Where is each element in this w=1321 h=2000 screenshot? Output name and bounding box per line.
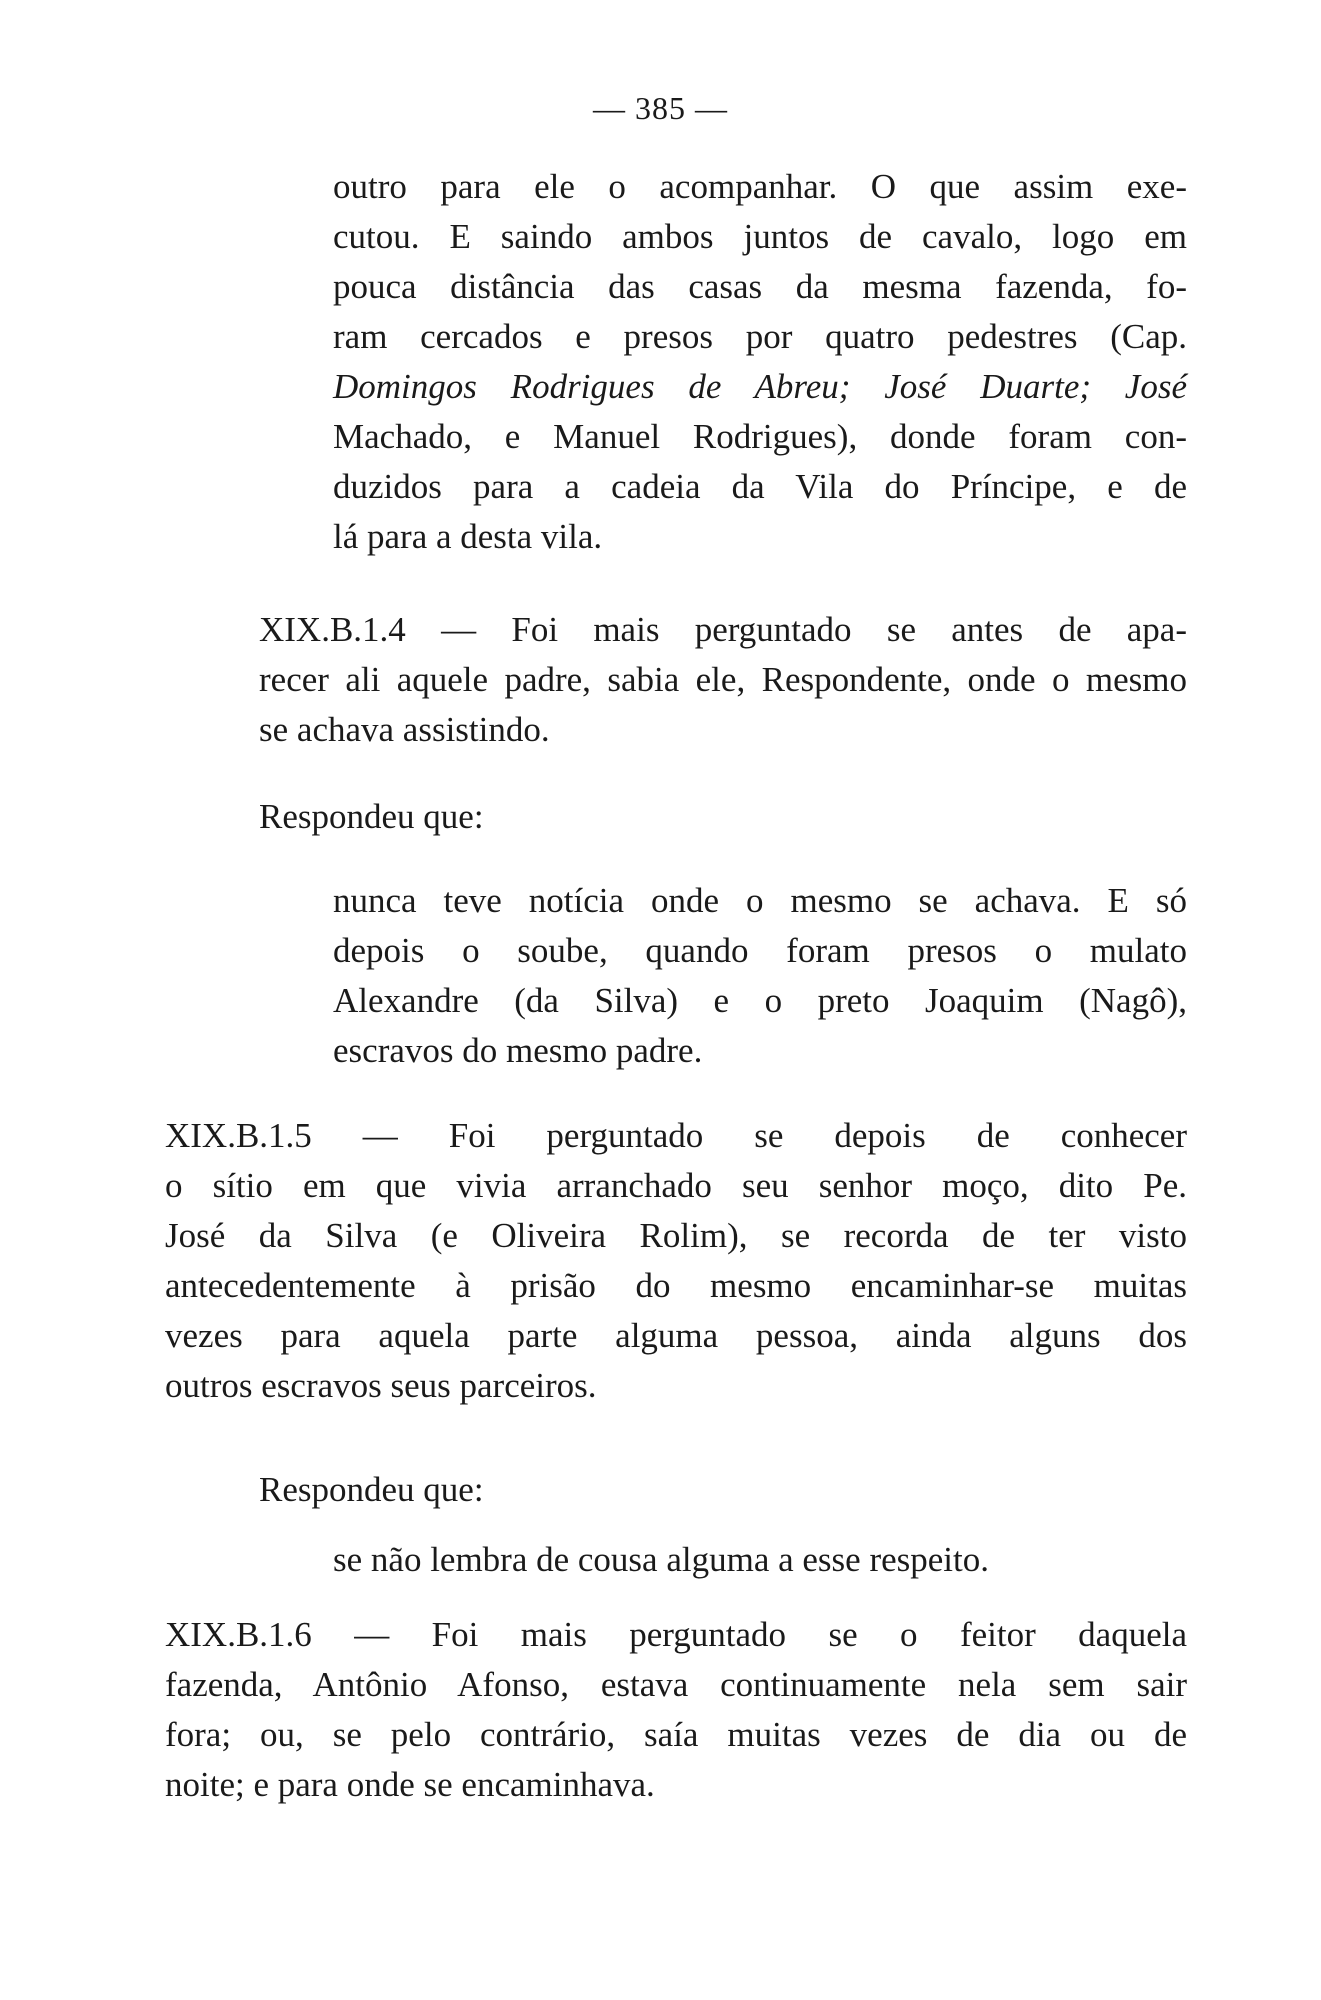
answer-heading: Respondeu que: (259, 1470, 484, 1509)
text-line: lá para a desta vila. (333, 517, 603, 556)
answer-paragraph (333, 876, 1187, 1076)
text-line: cutou. E saindo ambos juntos de cavalo, logo em (333, 217, 1187, 256)
text-line: XIX.B.1.6 — Foi mais perguntado se o feitor daquela (165, 1615, 1187, 1654)
text-line: nunca teve notícia onde o mesmo se achava. E só (333, 881, 1187, 920)
question-paragraph-xix-b-1-6 (165, 1610, 1187, 1810)
text-line: fora; ou, se pelo contrário, saía muitas vezes de dia ou de (165, 1715, 1187, 1754)
question-paragraph-xix-b-1-5 (165, 1111, 1187, 1411)
text-line: escravos do mesmo padre. (333, 1031, 703, 1070)
answer-line: se não lembra de cousa alguma a esse respeito. (333, 1540, 989, 1579)
answer-heading: Respondeu que: (259, 797, 484, 836)
text-line: Alexandre (da Silva) e o preto Joaquim (Nagô), (333, 981, 1187, 1020)
text-line: antecedentemente à prisão do mesmo encaminhar-se muitas (165, 1266, 1187, 1305)
text-line-italic: Domingos Rodrigues de Abreu; José Duarte; José (333, 367, 1187, 406)
text-line: recer ali aquele padre, sabia ele, Respondente, onde o mesmo (259, 660, 1187, 699)
text-line: Machado, e Manuel Rodrigues), donde foram con- (333, 417, 1187, 456)
paragraph-continuation (333, 162, 1187, 562)
text-line: outro para ele o acompanhar. O que assim exe- (333, 167, 1187, 206)
text-line: se achava assistindo. (259, 710, 550, 749)
text-line: fazenda, Antônio Afonso, estava continuamente nela sem sair (165, 1665, 1187, 1704)
text-line: pouca distância das casas da mesma fazenda, fo- (333, 267, 1187, 306)
text-line: XIX.B.1.5 — Foi perguntado se depois de conhecer (165, 1116, 1187, 1155)
text-line: outros escravos seus parceiros. (165, 1366, 597, 1405)
text-line: ram cercados e presos por quatro pedestres (Cap. (333, 317, 1187, 356)
page-number: — 385 — (593, 90, 728, 126)
text-line: o sítio em que vivia arranchado seu senhor moço, dito Pe. (165, 1166, 1187, 1205)
text-line: depois o soube, quando foram presos o mulato (333, 931, 1187, 970)
text-line: José da Silva (e Oliveira Rolim), se recorda de ter visto (165, 1216, 1187, 1255)
text-line: noite; e para onde se encaminhava. (165, 1765, 655, 1804)
text-line: vezes para aquela parte alguma pessoa, ainda alguns dos (165, 1316, 1187, 1355)
text-line: duzidos para a cadeia da Vila do Príncipe, e de (333, 467, 1187, 506)
question-paragraph-xix-b-1-4 (259, 605, 1187, 755)
text-line: XIX.B.1.4 — Foi mais perguntado se antes de apa- (259, 610, 1187, 649)
